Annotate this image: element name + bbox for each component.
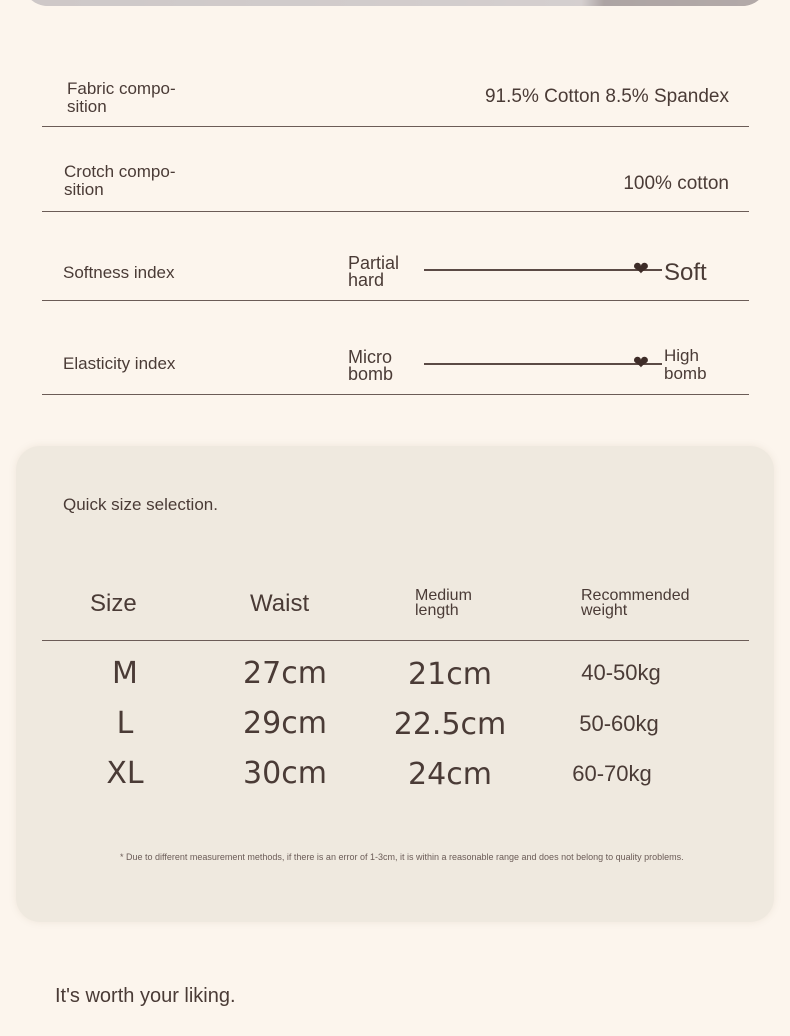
softness-scale-min: Partial hard [348,253,400,290]
spec-row-softness [42,232,749,301]
row-m-weight: 40-50kg [581,660,661,685]
elasticity-scale-track [424,363,662,365]
row-l-waist: 29cm [243,706,327,741]
softness-scale-track [424,269,662,271]
tagline: It's worth your liking. [55,985,236,1007]
row-l-length: 22.5cm [393,707,507,742]
heart-icon: ❤ [632,353,649,374]
product-photo-edge [22,0,768,6]
spec-row-fabric [42,60,749,127]
spec-label-elasticity: Elasticity index [63,354,176,373]
spec-label-fabric: Fabric compo- sition [67,79,176,116]
header-size: Size [90,590,137,617]
size-chart-card [16,446,774,922]
size-chart-title: Quick size selection. [63,495,218,514]
header-waist: Waist [250,590,310,617]
row-xl-weight: 60-70kg [572,761,652,786]
row-m-size: M [112,656,138,691]
header-weight: Recommended weight [581,587,690,619]
spec-label-softness: Softness index [63,263,175,282]
row-m-waist: 27cm [243,656,327,691]
measurement-footnote: * Due to different measurement methods, if there is an error of 1-3cm, it is within a reasonable range and does not belong to quality problems. [120,852,684,862]
softness-scale-max: Soft [664,259,707,286]
spec-row-crotch [42,144,749,212]
row-xl-waist: 30cm [243,756,327,791]
row-l-weight: 50-60kg [579,711,659,736]
spec-row-elasticity [42,326,749,395]
spec-value-fabric: 91.5% Cotton 8.5% Spandex [484,86,729,107]
spec-value-crotch: 100% cotton [623,173,729,194]
header-length: Medium length [415,587,472,619]
header-divider [42,640,749,641]
row-xl-length: 24cm [408,757,492,792]
row-m-length: 21cm [408,657,492,692]
heart-icon: ❤ [632,259,649,280]
row-xl-size: XL [106,756,144,791]
spec-label-crotch: Crotch compo- sition [64,162,176,199]
elasticity-scale-min: Micro bomb [348,347,394,384]
row-l-size: L [116,706,134,741]
elasticity-scale-max: High bomb [664,346,707,383]
